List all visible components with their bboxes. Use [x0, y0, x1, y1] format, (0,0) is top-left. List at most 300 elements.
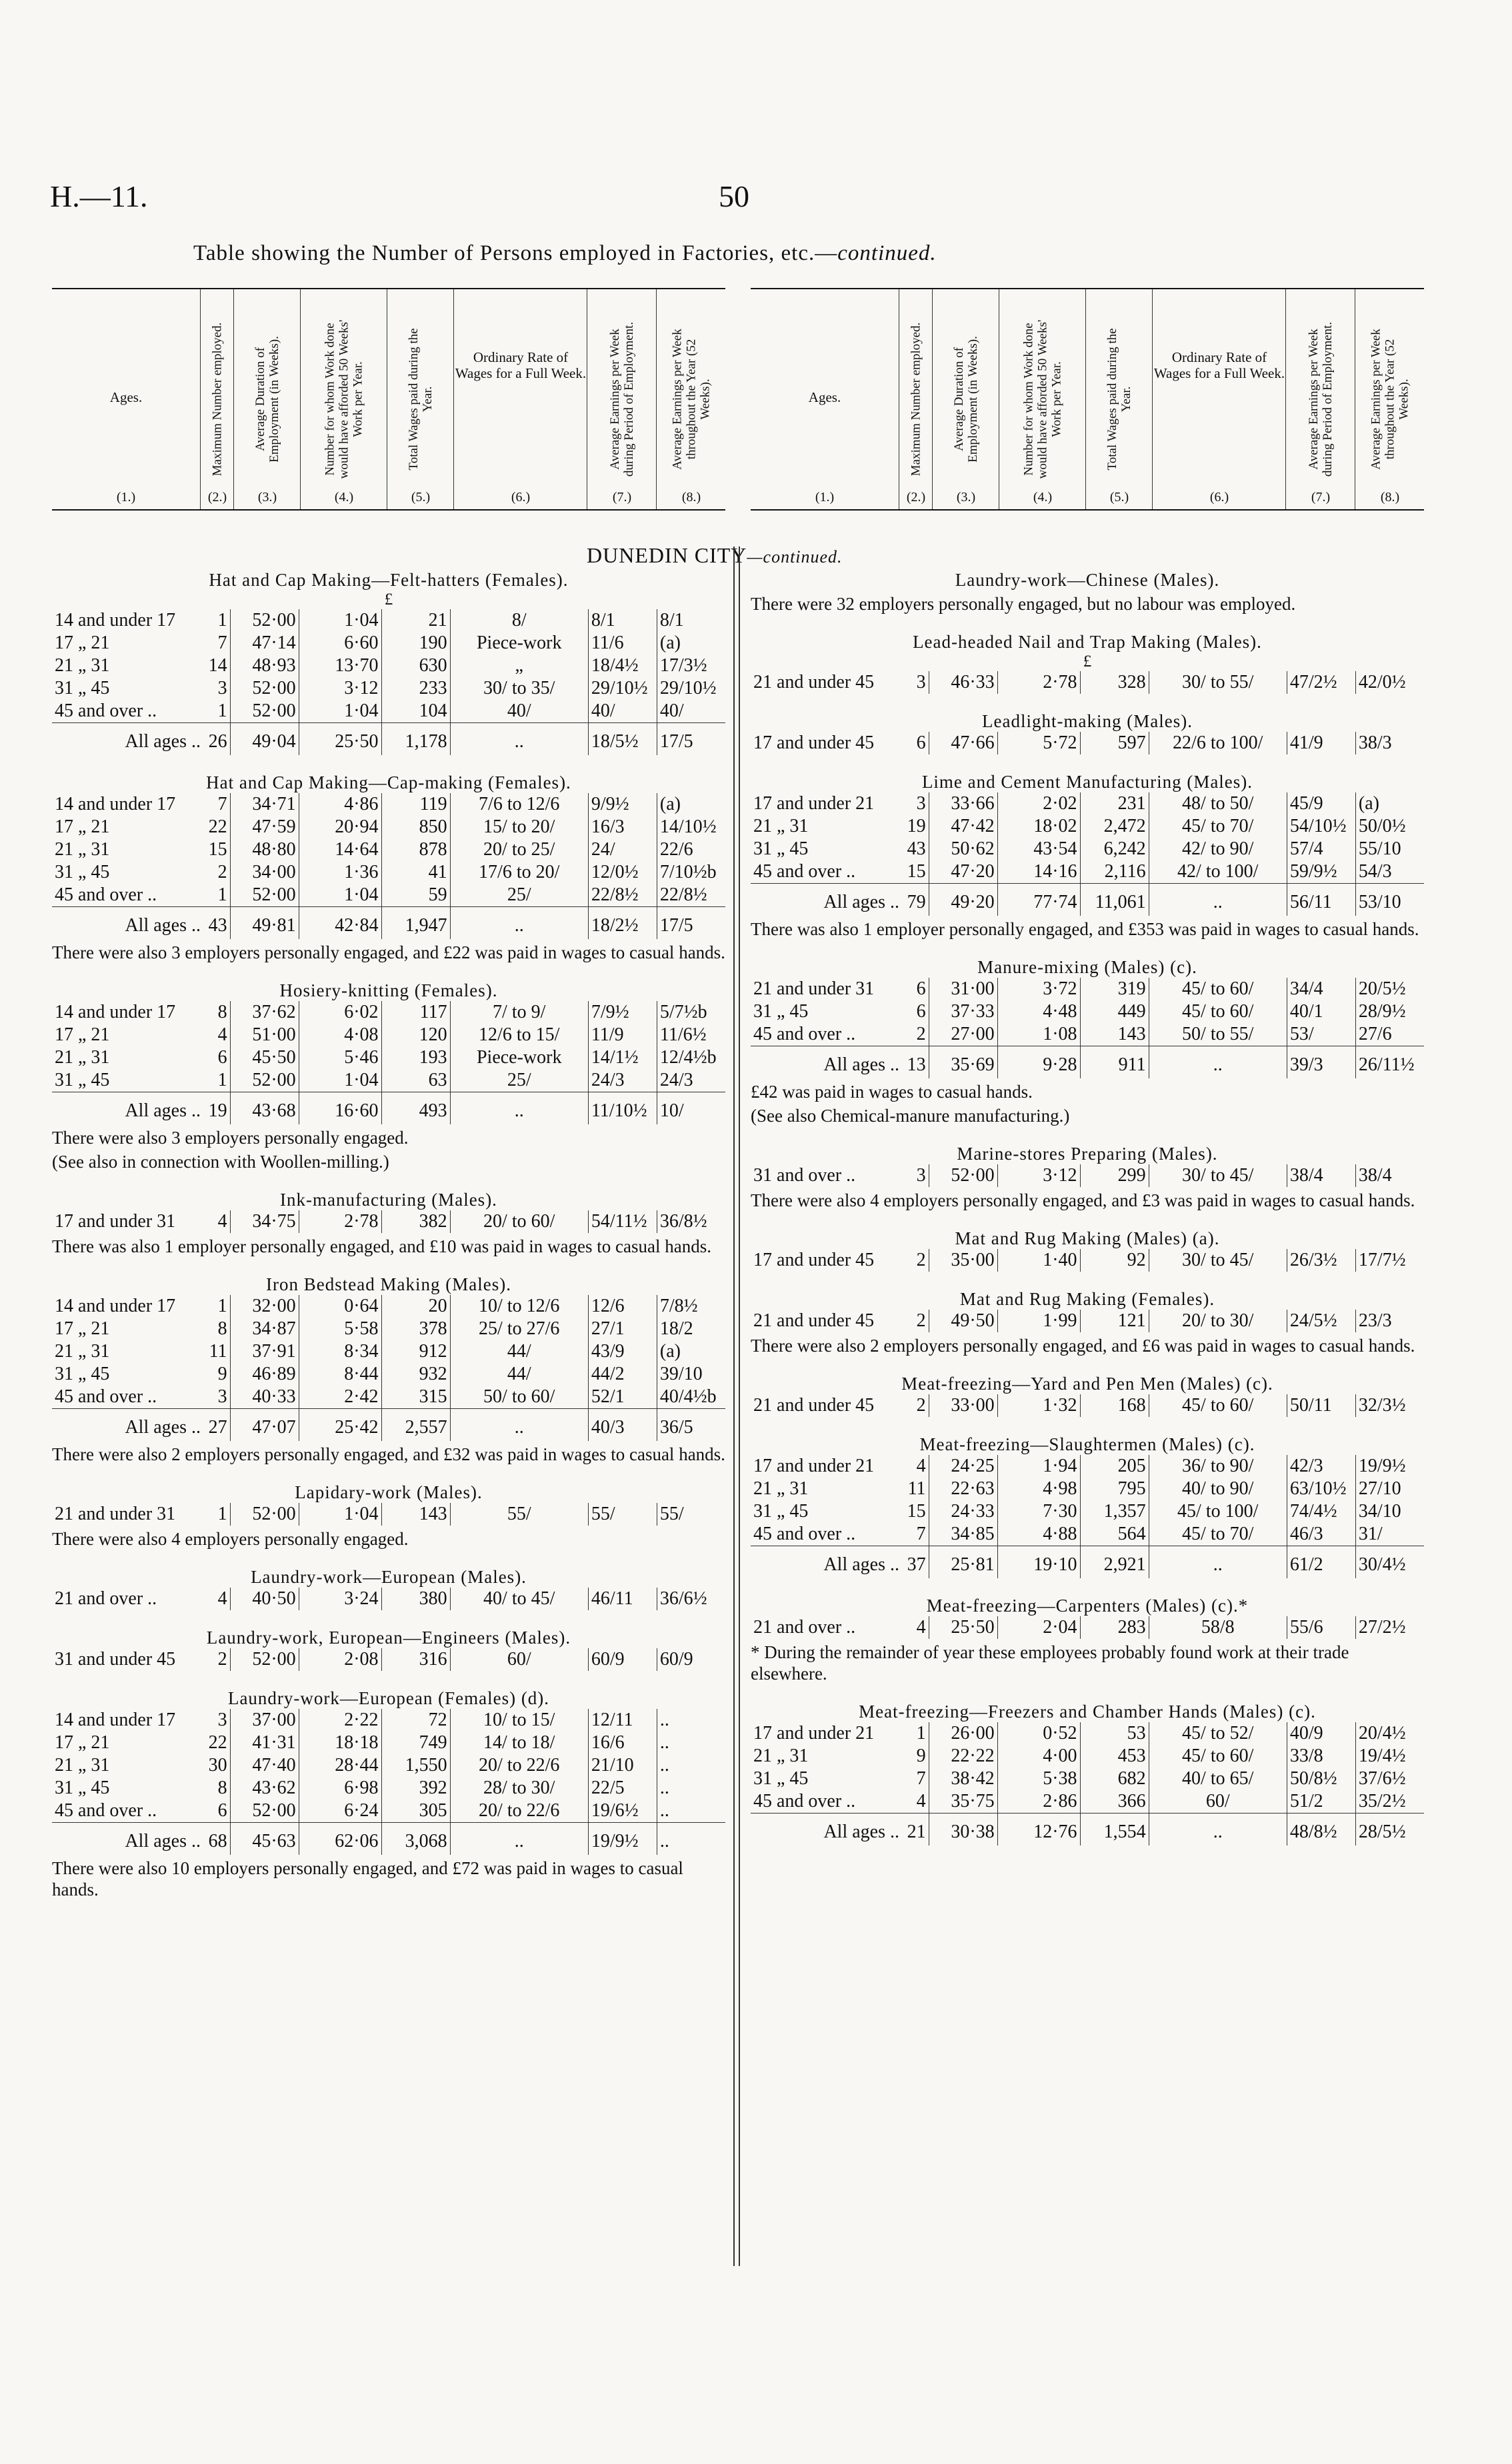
total-cell: 49·04	[230, 723, 299, 756]
table-cell: 1·36	[299, 861, 381, 884]
table-cell: 45/9	[1287, 792, 1355, 815]
section-note: * During the remainder of year these employees probably found work at their trade elsewhere.	[751, 1642, 1349, 1684]
table-cell: 2	[902, 1249, 929, 1272]
section-title: Mat and Rug Making (Females).	[959, 1289, 1215, 1309]
table-row	[751, 978, 1424, 1000]
total-cell: 25·42	[299, 1409, 381, 1442]
section-title: Ink-manufacturing (Males).	[280, 1190, 497, 1210]
data-table	[52, 1588, 725, 1610]
table-cell: 316	[381, 1648, 450, 1671]
table-cell: 42/ to 100/	[1149, 860, 1287, 884]
table-cell: 11/6	[588, 632, 657, 654]
caption-continued: continued.	[837, 241, 937, 265]
table-cell: 45/ to 60/	[1149, 1000, 1287, 1023]
table-row	[52, 816, 725, 838]
table-cell: 2·78	[299, 1210, 381, 1233]
total-cell: 26/11½	[1355, 1046, 1424, 1079]
table-cell: 6	[902, 732, 929, 754]
section-note: There were also 4 employers personally engaged, and £3 was paid in wages to casual hands.	[751, 1190, 1415, 1210]
total-cell: 18/2½	[588, 907, 657, 940]
table-cell: 17 and under 45	[753, 1250, 875, 1270]
industry-section	[52, 1482, 725, 1550]
table-cell: 40/	[659, 700, 684, 721]
section-title: Mat and Rug Making (Males) (a).	[955, 1228, 1220, 1248]
table-cell: 3·72	[997, 978, 1080, 1000]
table-cell: 27·00	[929, 1023, 997, 1046]
industry-section	[751, 1434, 1424, 1578]
total-cell: All ages ..	[751, 1546, 902, 1579]
total-cell: 30/4½	[1355, 1546, 1424, 1579]
total-cell: 61/2	[1287, 1546, 1355, 1579]
table-cell: 12/6 to 15/	[450, 1024, 588, 1046]
total-cell: All ages ..	[52, 1823, 203, 1855]
city-heading	[587, 543, 843, 568]
table-cell: 366	[1080, 1790, 1149, 1814]
table-cell: 17 and under 21	[753, 1723, 875, 1744]
table-cell: ..	[659, 1710, 669, 1730]
table-cell: 6,242	[1080, 838, 1149, 860]
table-cell: 74/4½	[1287, 1500, 1355, 1523]
table-cell: 25/	[450, 884, 588, 907]
table-cell: 50/ to 60/	[450, 1386, 588, 1409]
section-note: There were also 3 employers personally engaged.	[52, 1128, 409, 1148]
table-row	[52, 1024, 725, 1046]
table-cell: 17 „ 21	[55, 1318, 110, 1339]
table-cell: 14 and under 17	[55, 1002, 176, 1022]
total-cell: 2,921	[1080, 1546, 1149, 1579]
table-cell: 21 and under 45	[753, 672, 875, 692]
table-cell: 34/4	[1287, 978, 1355, 1000]
table-cell: 21 „ 31	[55, 839, 110, 860]
table-cell: 0·52	[997, 1722, 1080, 1745]
table-row	[751, 1790, 1424, 1814]
table-cell: 24/5½	[1287, 1310, 1355, 1332]
total-cell: ..	[1149, 1814, 1287, 1846]
table-cell: 1·04	[299, 609, 381, 632]
table-cell: 11/9	[588, 1024, 657, 1046]
total-cell: 25·50	[299, 723, 381, 756]
table-cell: 7	[203, 793, 230, 816]
table-cell: 3	[203, 677, 230, 700]
table-cell: 143	[1080, 1023, 1149, 1046]
table-cell: 45 and over ..	[753, 861, 856, 882]
table-cell: 5·72	[997, 732, 1080, 754]
table-cell: 382	[381, 1210, 450, 1233]
table-cell: 40/	[450, 700, 588, 723]
table-cell: ..	[659, 1800, 669, 1821]
table-row	[52, 1648, 725, 1671]
table-cell: 40/9	[1287, 1722, 1355, 1745]
total-cell: ..	[1149, 1046, 1287, 1079]
table-cell: 24/3	[588, 1069, 657, 1092]
total-cell: 39/3	[1287, 1046, 1355, 1079]
table-cell: 15	[902, 1500, 929, 1523]
data-table	[52, 1210, 725, 1233]
table-cell: 15	[203, 838, 230, 861]
table-row	[751, 1023, 1424, 1046]
section-title: Meat-freezing—Slaughtermen (Males) (c).	[919, 1434, 1255, 1454]
table-cell: 17/3½	[659, 655, 707, 676]
table-cell: 13·70	[299, 654, 381, 677]
total-cell: ..	[1149, 1546, 1287, 1579]
table-cell: 9	[902, 1745, 929, 1768]
table-cell: 55/10	[1358, 838, 1401, 859]
total-cell: 16·60	[299, 1092, 381, 1125]
table-cell: 23/3	[1358, 1310, 1392, 1331]
table-cell: 8·34	[299, 1340, 381, 1363]
table-cell: 21 „ 31	[55, 1755, 110, 1776]
section-note: There were also 2 employers personally engaged, and £32 was paid in wages to casual hands.	[52, 1444, 725, 1464]
table-cell: 2·78	[997, 671, 1080, 694]
table-cell: 14 and under 17	[55, 1296, 176, 1316]
table-cell: 31 „ 45	[55, 678, 110, 698]
table-cell: 54/3	[1358, 861, 1392, 882]
table-cell: 1,357	[1080, 1500, 1149, 1523]
table-cell: 52·00	[230, 677, 299, 700]
table-cell: 63	[381, 1069, 450, 1092]
table-cell: 18·02	[997, 815, 1080, 838]
table-cell: 17 „ 21	[55, 1024, 110, 1045]
table-cell: 0·64	[299, 1295, 381, 1318]
table-cell: 30/ to 45/	[1149, 1164, 1287, 1187]
left-column	[52, 570, 725, 1900]
industry-section	[52, 570, 725, 755]
table-cell: 1	[203, 1069, 230, 1092]
total-cell: ..	[450, 907, 588, 940]
total-cell: 79	[902, 884, 929, 916]
table-cell: 850	[381, 816, 450, 838]
table-cell: 24/	[588, 838, 657, 861]
total-cell: 3,068	[381, 1823, 450, 1855]
total-cell: 13	[902, 1046, 929, 1079]
table-cell: 14/10½	[659, 816, 717, 837]
table-cell: 4	[902, 1790, 929, 1814]
table-cell: 47·40	[230, 1754, 299, 1777]
industry-section	[751, 711, 1424, 754]
report-code: H.—11.	[50, 179, 148, 213]
table-cell: 54/10½	[1287, 815, 1355, 838]
total-cell: 28/5½	[1355, 1814, 1424, 1846]
table-cell: 27/2½	[1358, 1617, 1406, 1638]
table-cell: 1	[203, 1503, 230, 1526]
table-cell: 31 „ 45	[753, 1001, 809, 1022]
table-cell: 45/ to 60/	[1149, 978, 1287, 1000]
table-cell: 22/6 to 100/	[1149, 732, 1287, 754]
table-row	[751, 1310, 1424, 1332]
table-cell: 315	[381, 1386, 450, 1409]
table-cell: 41	[381, 861, 450, 884]
table-cell: 17 and under 21	[753, 793, 875, 814]
table-cell: 47·66	[929, 732, 997, 754]
table-cell: 4·48	[997, 1000, 1080, 1023]
table-cell: 749	[381, 1732, 450, 1754]
section-note: (See also Chemical-manure manufacturing.)	[751, 1106, 1070, 1126]
total-row	[751, 884, 1424, 916]
table-cell: 52·00	[230, 884, 299, 907]
header-avg-duration: Average Duration of Employment (in Weeks). (3.)	[233, 289, 301, 509]
table-cell: 33/8	[1287, 1745, 1355, 1768]
table-row	[52, 861, 725, 884]
table-cell: 36/8½	[659, 1211, 707, 1232]
table-cell: 392	[381, 1777, 450, 1800]
total-cell: 493	[381, 1092, 450, 1125]
table-cell: 46·89	[230, 1363, 299, 1386]
table-cell: 45·50	[230, 1046, 299, 1069]
table-cell: 17 and under 21	[753, 1456, 875, 1476]
total-cell: 25·81	[929, 1546, 997, 1579]
table-row	[52, 793, 725, 816]
table-cell: 3·12	[997, 1164, 1080, 1187]
table-cell: 4	[203, 1588, 230, 1610]
table-row	[52, 1340, 725, 1363]
table-cell: 22/8½	[659, 884, 707, 905]
table-cell: 20/ to 60/	[450, 1210, 588, 1233]
total-row	[52, 1409, 725, 1442]
table-cell: 29/10½	[659, 678, 717, 698]
table-cell: 40/1	[1287, 1000, 1355, 1023]
table-row	[52, 1777, 725, 1800]
data-table	[751, 732, 1424, 754]
table-cell: 47·14	[230, 632, 299, 654]
table-cell: 48·93	[230, 654, 299, 677]
table-cell: 34·00	[230, 861, 299, 884]
industry-section	[751, 1596, 1424, 1684]
table-cell: 15/ to 20/	[450, 816, 588, 838]
table-cell: 1	[203, 884, 230, 907]
table-cell: 6	[203, 1800, 230, 1823]
table-cell: 31 „ 45	[55, 862, 110, 882]
table-cell: 44/	[450, 1363, 588, 1386]
table-cell: 72	[381, 1709, 450, 1732]
table-cell: 17 „ 21	[55, 1732, 110, 1753]
industry-section	[52, 980, 725, 1172]
table-cell: 4·98	[997, 1478, 1080, 1500]
table-cell: (a)	[659, 1341, 681, 1362]
table-cell: 14 and under 17	[55, 794, 176, 814]
data-table	[751, 1722, 1424, 1846]
table-cell: 21	[381, 609, 450, 632]
industry-section	[751, 1228, 1424, 1272]
table-cell: 45 and over ..	[55, 1386, 157, 1407]
table-cell: „	[450, 654, 588, 677]
table-row	[52, 1588, 725, 1610]
table-cell: (a)	[659, 794, 681, 814]
table-cell: 21/10	[588, 1754, 657, 1777]
table-cell: 1·32	[997, 1394, 1080, 1417]
table-cell: 48/ to 50/	[1149, 792, 1287, 815]
table-cell: 14	[203, 654, 230, 677]
section-note: There were also 10 employers personally engaged, and £72 was paid in wages to casual hands.	[52, 1858, 683, 1899]
table-row	[751, 1745, 1424, 1768]
table-cell: 7/ to 9/	[450, 1001, 588, 1024]
total-cell: 1,178	[381, 723, 450, 756]
table-cell: 7	[902, 1523, 929, 1546]
table-cell: 34·71	[230, 793, 299, 816]
table-cell: 597	[1080, 732, 1149, 754]
table-cell: 1	[203, 700, 230, 723]
total-cell: All ages ..	[52, 907, 203, 940]
header-total-wages: Total Wages paid during the Year. (5.)	[387, 289, 454, 509]
table-cell: 20/ to 25/	[450, 838, 588, 861]
header-work-done: Number for whom Work done would have afforded 50 Weeks' Work per Year. (4.)	[300, 289, 387, 509]
table-cell: 1·99	[997, 1310, 1080, 1332]
table-cell: 3·12	[299, 677, 381, 700]
table-cell: 33·00	[929, 1394, 997, 1417]
table-cell: 36/6½	[659, 1588, 707, 1609]
table-cell: 50/0½	[1358, 816, 1406, 836]
city-name: DUNEDIN CITY	[587, 543, 747, 567]
table-cell: 121	[1080, 1310, 1149, 1332]
total-row	[52, 907, 725, 940]
table-cell: 19/9½	[1358, 1456, 1406, 1476]
total-cell: 49·20	[929, 884, 997, 916]
table-cell: 12/6	[588, 1295, 657, 1318]
section-title: Meat-freezing—Yard and Pen Men (Males) (c).	[901, 1374, 1273, 1394]
table-cell: 30/ to 45/	[1149, 1249, 1287, 1272]
table-cell: 38·42	[929, 1768, 997, 1790]
table-cell: 5/7½b	[659, 1002, 707, 1022]
table-cell: 1·04	[299, 884, 381, 907]
header-ages: Ages. (1.)	[808, 389, 841, 505]
section-title: Lapidary-work (Males).	[295, 1482, 483, 1502]
table-cell: 22	[203, 1732, 230, 1754]
table-cell: 47·42	[929, 815, 997, 838]
table-cell: 31 „ 45	[753, 838, 809, 859]
table-cell: 40/ to 90/	[1149, 1478, 1287, 1500]
table-cell: 12/4½b	[659, 1047, 717, 1068]
table-cell: 44/	[450, 1340, 588, 1363]
table-cell: 35·00	[929, 1249, 997, 1272]
table-cell: 20·94	[299, 816, 381, 838]
table-cell: 2·86	[997, 1790, 1080, 1814]
header-ordinary-rate: Ordinary Rate of Wages for a Full Week. (6.)	[453, 289, 587, 509]
table-cell: 1·40	[997, 1249, 1080, 1272]
table-cell: 20	[381, 1295, 450, 1318]
table-cell: 45/ to 70/	[1149, 815, 1287, 838]
table-cell: 31·00	[929, 978, 997, 1000]
table-cell: 6	[902, 978, 929, 1000]
table-cell: 57/4	[1287, 838, 1355, 860]
table-cell: 449	[1080, 1000, 1149, 1023]
table-row	[751, 1000, 1424, 1023]
header-work-done: Number for whom Work done would have afforded 50 Weeks' Work per Year. (4.)	[999, 289, 1086, 509]
table-row	[751, 1478, 1424, 1500]
data-table	[52, 1295, 725, 1441]
table-cell: 53/	[1287, 1023, 1355, 1046]
table-cell: 35/2½	[1358, 1791, 1406, 1812]
section-title: Iron Bedstead Making (Males).	[266, 1274, 511, 1294]
table-cell: 31 „ 45	[753, 1501, 809, 1522]
table-cell: 16/6	[588, 1732, 657, 1754]
table-cell: 21 and over ..	[753, 1617, 856, 1638]
table-cell: 7/8½	[659, 1296, 698, 1316]
table-cell: 30/ to 55/	[1149, 671, 1287, 694]
table-cell: 55/6	[1287, 1616, 1355, 1639]
table-cell: 3	[902, 792, 929, 815]
table-cell: 1·08	[997, 1023, 1080, 1046]
section-title: Laundry-work—European (Females) (d).	[227, 1688, 550, 1708]
table-cell: 319	[1080, 978, 1149, 1000]
industry-section	[751, 1374, 1424, 1417]
table-cell: 2·02	[997, 792, 1080, 815]
table-cell: (a)	[659, 632, 681, 653]
table-cell: 30	[203, 1754, 230, 1777]
table-cell: 25/ to 27/6	[450, 1318, 588, 1340]
data-table	[751, 978, 1424, 1078]
table-cell: 932	[381, 1363, 450, 1386]
table-row	[52, 1318, 725, 1340]
section-title: Laundry-work—Chinese (Males).	[955, 570, 1220, 590]
table-row	[751, 732, 1424, 754]
table-cell: 27/10	[1358, 1478, 1401, 1499]
total-row	[751, 1046, 1424, 1079]
section-title: Lime and Cement Manufacturing (Males).	[921, 772, 1253, 792]
table-cell: 52·00	[230, 1800, 299, 1823]
total-cell: 17/5	[657, 907, 725, 940]
table-cell: 40/	[588, 700, 657, 723]
table-row	[751, 1523, 1424, 1546]
total-cell: 48/8½	[1287, 1814, 1355, 1846]
table-cell: 2·22	[299, 1709, 381, 1732]
total-cell: 37	[902, 1546, 929, 1579]
data-table	[52, 1648, 725, 1671]
table-cell: 22	[203, 816, 230, 838]
table-cell: 19/6½	[588, 1800, 657, 1823]
table-cell: 52/1	[588, 1386, 657, 1409]
table-row	[751, 815, 1424, 838]
total-cell: All ages ..	[751, 1814, 902, 1846]
column-divider	[733, 547, 740, 2266]
table-row	[751, 792, 1424, 815]
table-cell: 24/3	[659, 1070, 693, 1090]
table-row	[52, 1069, 725, 1092]
table-cell: 29/10½	[588, 677, 657, 700]
table-cell: 51·00	[230, 1024, 299, 1046]
header-max-employed: Maximum Number employed. (2.)	[899, 289, 933, 509]
table-cell: 37/6½	[1358, 1768, 1406, 1789]
table-cell: 38/3	[1358, 732, 1392, 753]
table-cell: 34·85	[929, 1523, 997, 1546]
table-cell: 58/8	[1149, 1616, 1287, 1639]
table-cell: 40/ to 65/	[1149, 1768, 1287, 1790]
table-row	[751, 1249, 1424, 1272]
table-cell: 42/3	[1287, 1455, 1355, 1478]
total-cell: 1,554	[1080, 1814, 1149, 1846]
table-cell: 2,116	[1080, 860, 1149, 884]
table-cell: 3	[902, 671, 929, 694]
table-row	[52, 1754, 725, 1777]
table-cell: 5·46	[299, 1046, 381, 1069]
table-cell: 47/2½	[1287, 671, 1355, 694]
industry-section	[751, 772, 1424, 940]
table-cell: 17/7½	[1358, 1250, 1406, 1270]
data-table	[52, 609, 725, 755]
table-cell: 52·00	[230, 700, 299, 723]
table-cell: 4	[203, 1024, 230, 1046]
total-cell: All ages ..	[751, 884, 902, 916]
table-cell: 35·75	[929, 1790, 997, 1814]
total-row	[52, 723, 725, 756]
table-cell: 299	[1080, 1164, 1149, 1187]
table-cell: 19/4½	[1358, 1746, 1406, 1766]
data-table	[52, 1503, 725, 1526]
table-cell: 60/9	[659, 1649, 693, 1670]
table-cell: 24·25	[929, 1455, 997, 1478]
total-cell: All ages ..	[52, 723, 203, 756]
table-cell: 46·33	[929, 671, 997, 694]
table-cell: 20/ to 22/6	[450, 1754, 588, 1777]
table-cell: 305	[381, 1800, 450, 1823]
